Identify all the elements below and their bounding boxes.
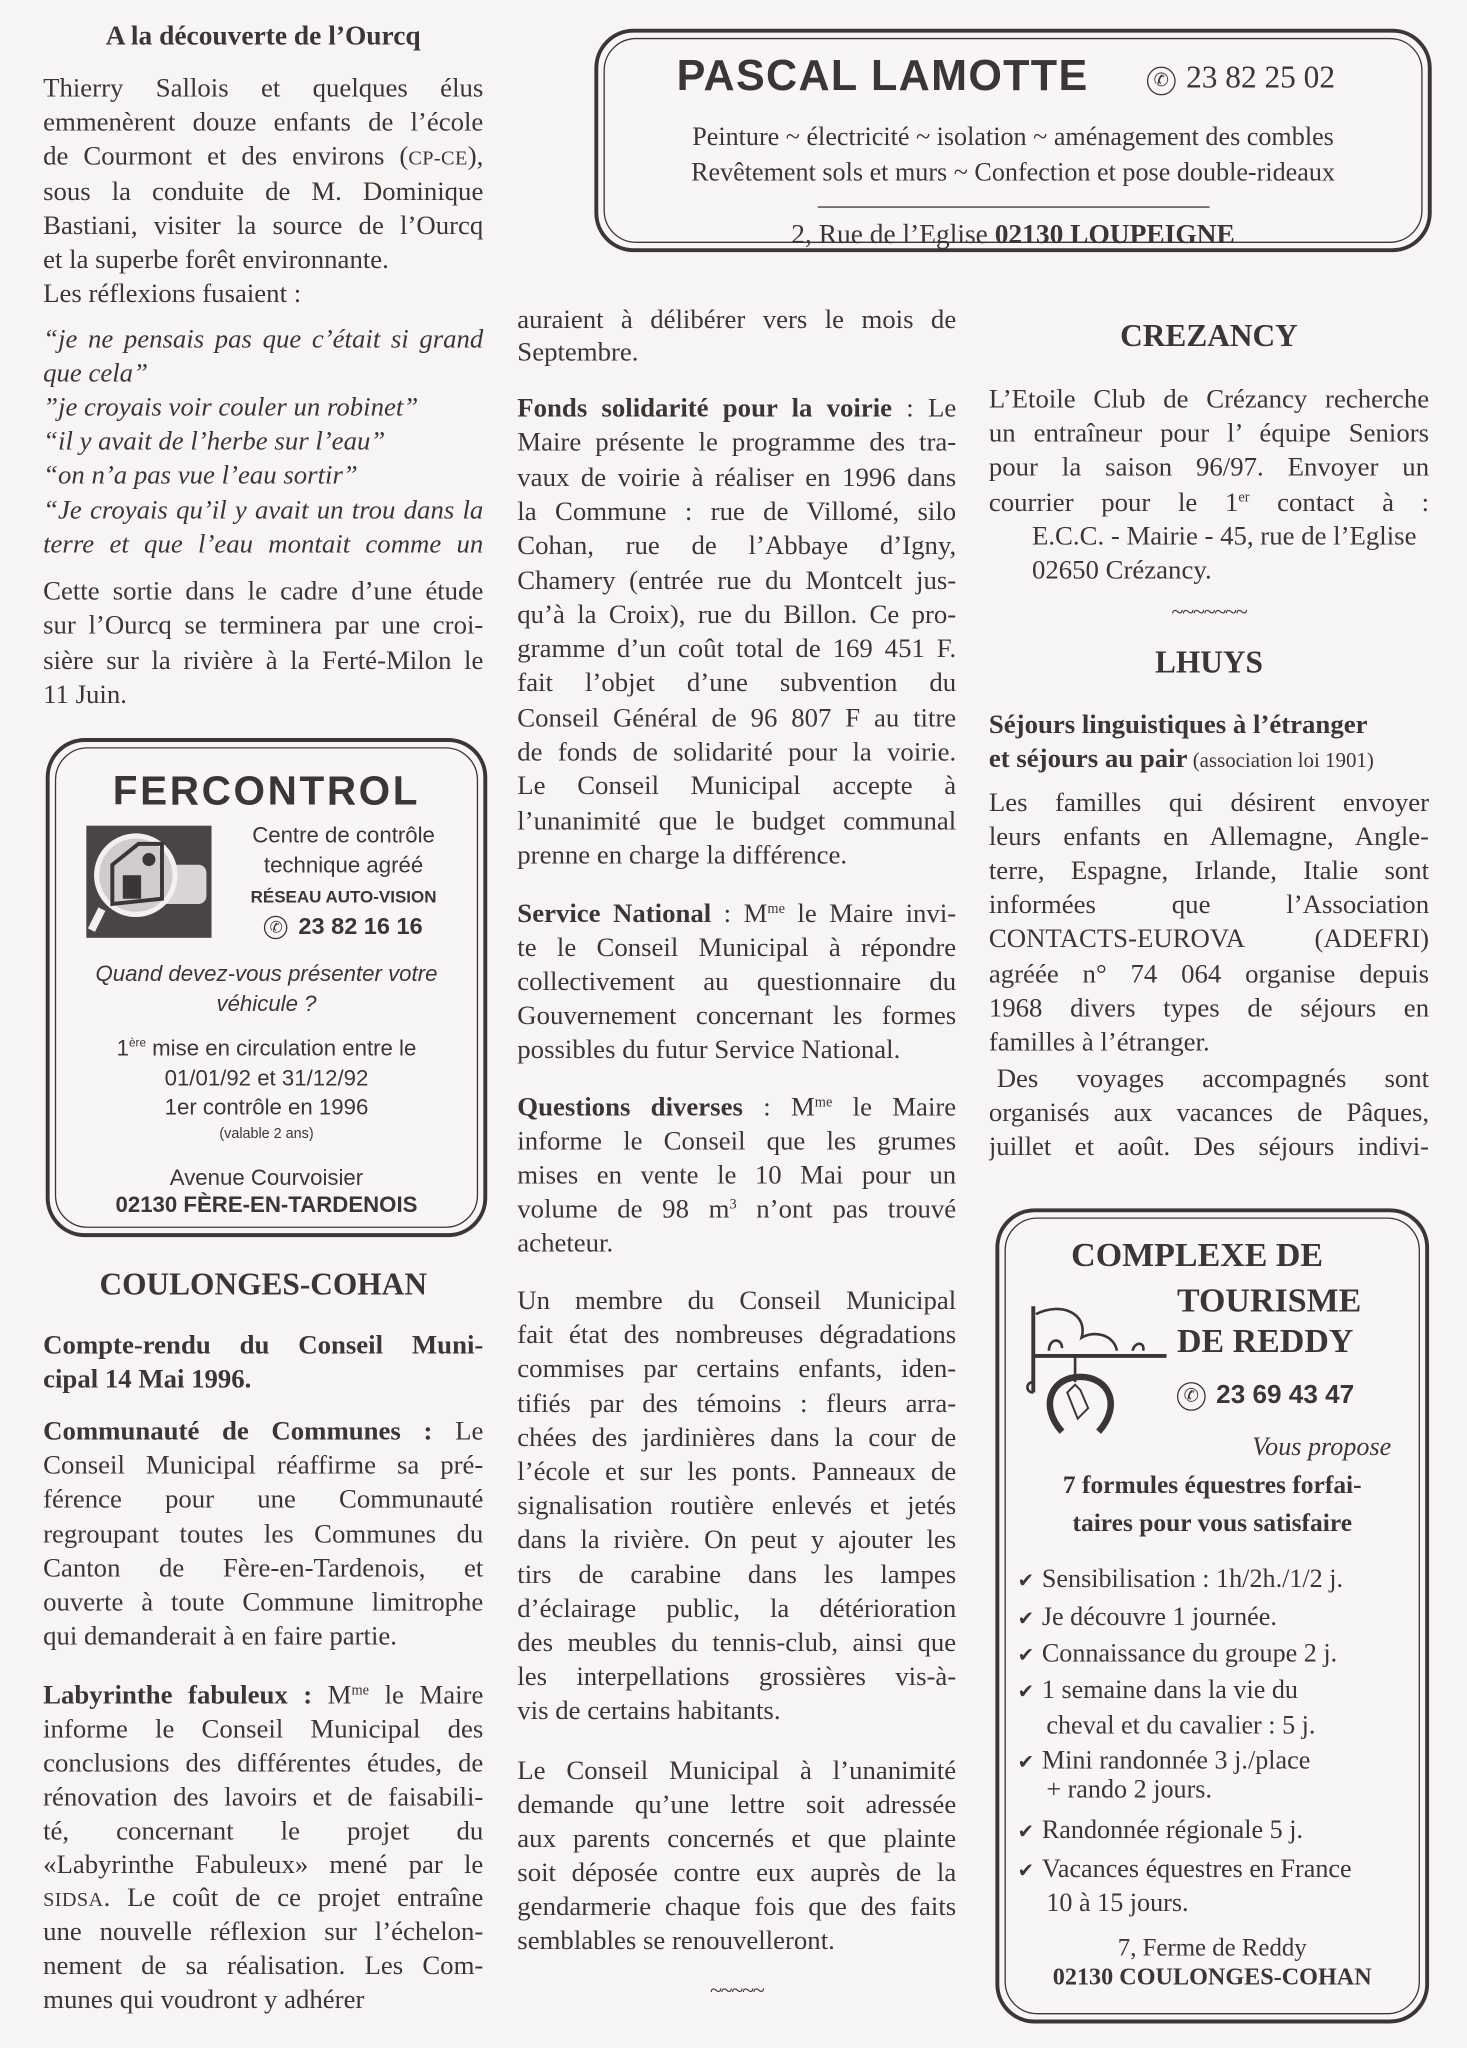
- text-segment: Le: [432, 1417, 484, 1447]
- text-segment: er: [1238, 489, 1250, 506]
- ad-fercontrol: [46, 738, 488, 1237]
- text-line: [43, 1882, 483, 1916]
- text-line: juillet et août. Des séjours indivi-: [988, 1132, 1430, 1162]
- formula-label: 1 semaine dans la vie du: [1041, 1675, 1298, 1705]
- text-line: qu’à la Croix), rue du Billon. Ce pro-: [517, 600, 957, 630]
- text-line: “je ne pensais pas que c’était si grand: [43, 325, 484, 355]
- text-segment: M: [312, 1681, 352, 1710]
- phone-icon: ✆: [1177, 1382, 1206, 1411]
- ad-offer: 7 formules équestres forfai-: [1062, 1472, 1362, 1500]
- text-line: informe le Conseil Municipal des: [43, 1715, 484, 1744]
- ad-dates: 01/01/92 et 31/12/92: [164, 1065, 369, 1091]
- ad-street: Avenue Courvoisier: [169, 1165, 364, 1191]
- section-heading-coulonges-cohan: COULONGES-COHAN: [99, 1268, 427, 1303]
- text-line: Des voyages accompagnés sont: [996, 1064, 1430, 1094]
- checkmark-icon: ✔: [1017, 1606, 1035, 1631]
- text-line: semblables se renouvelleront.: [517, 1926, 835, 1956]
- text-line: Un membre du Conseil Municipal: [517, 1286, 957, 1316]
- text-line: Gouvernement concernant les formes: [517, 1001, 957, 1031]
- text-line: «Labyrinthe Fabuleux» mené par le: [43, 1850, 484, 1880]
- run-in-heading: Questions diverses: [517, 1093, 743, 1123]
- text-line: chées des jardinières dans la cour de: [517, 1423, 957, 1453]
- text-segment: CP-CE: [408, 148, 468, 171]
- text-segment: le Maire: [832, 1093, 957, 1123]
- text-line: les interpellations grossières vis-à-: [517, 1663, 957, 1692]
- text-line: commises par certains enfants, iden-: [517, 1355, 957, 1384]
- text-line: des meubles du tennis-club, ainsi que: [517, 1628, 957, 1658]
- text-line: [43, 1415, 483, 1449]
- formula-item-continuation: [1046, 1775, 1212, 1805]
- ad-network: RÉSEAU AUTO-VISION: [250, 886, 437, 907]
- section-heading-crezancy: CREZANCY: [1120, 320, 1298, 355]
- run-in-heading: Séjours linguistiques à l’étranger: [988, 710, 1368, 740]
- phone-number: 23 69 43 47: [1216, 1380, 1355, 1410]
- ad-title: TOURISME: [1176, 1281, 1362, 1320]
- text-line: leurs enfants en Allemagne, Angle-: [988, 823, 1430, 852]
- ad-first-control: 1er contrôle en 1996: [164, 1094, 369, 1120]
- end-separator: ~~~~~: [709, 1977, 764, 2003]
- ad-complexe-reddy: [995, 1208, 1429, 2023]
- ad-phone: [1147, 61, 1335, 96]
- superscript: ère: [128, 1035, 146, 1049]
- text-line: Conseil Général de 96 807 F au titre: [517, 703, 957, 733]
- checkmark-icon: ✔: [1017, 1568, 1035, 1593]
- text-line: mises en vente le 10 Mai pour un: [517, 1161, 957, 1191]
- phone-icon: ✆: [264, 916, 288, 940]
- text-line: tirs de carabine dans les lampes: [517, 1560, 957, 1590]
- text-line: regroupant toutes les Communes du: [43, 1520, 484, 1549]
- separator: ~~~~~~~: [1171, 599, 1247, 625]
- text-line: fait l’objet d’une subvention du: [517, 669, 957, 699]
- text-line: munes qui voudront y adhérer: [43, 1985, 365, 2015]
- formula-label: cheval et du cavalier : 5 j.: [1046, 1711, 1316, 1740]
- text: 1: [116, 1035, 129, 1061]
- text-segment: courrier pour le 1: [988, 488, 1239, 517]
- ad-validity: (valable 2 ans): [219, 1126, 314, 1142]
- ad-pascal-lamotte: [594, 29, 1431, 252]
- text-line: ”je croyais voir couler un robinet”: [43, 393, 419, 423]
- text-segment: (association loi 1901): [1187, 749, 1374, 773]
- text-line: ouverte à toute Commune limitrophe: [43, 1588, 484, 1618]
- ad-description: Centre de contrôle: [252, 822, 435, 848]
- text-segment: : Le: [892, 394, 957, 424]
- text-segment: me: [767, 901, 785, 918]
- text-segment: de Courmont et des environs (: [43, 142, 409, 172]
- article-title-ourcq: A la découverte de l’Ourcq: [105, 19, 421, 51]
- ad-services-line: Revêtement sols et murs ~ Confection et pose double-rideaux: [691, 158, 1335, 187]
- formula-label: Je découvre 1 journée.: [1041, 1602, 1277, 1632]
- text-line: [989, 485, 1429, 519]
- checkmark-icon: ✔: [1017, 1750, 1035, 1774]
- text-line: [43, 140, 483, 174]
- run-in-heading: et séjours au pair: [988, 744, 1188, 774]
- text-segment: le Maire: [369, 1681, 484, 1710]
- text-line: Cette sortie dans le cadre d’une étude: [43, 577, 484, 607]
- text-line: [517, 1091, 956, 1125]
- text-line: Les réflexions fusaient :: [43, 279, 302, 309]
- text-line: [43, 1679, 483, 1713]
- text-line: aux parents concernés et que plainte: [517, 1824, 957, 1854]
- text-line: Le Conseil Municipal à l’unanimité: [517, 1756, 957, 1786]
- text-segment: n’ont pas trouvé: [736, 1195, 957, 1225]
- formula-label: Randonnée régionale 5 j.: [1041, 1815, 1304, 1845]
- text-line: nement de sa réalisation. Les Com-: [43, 1951, 484, 1981]
- formula-item: [1018, 1603, 1277, 1633]
- text-line: té, concernant le projet du: [43, 1816, 484, 1846]
- address-street: 2, Rue de l’Eglise: [791, 218, 988, 250]
- text-line: soit déposée contre eux auprès de la: [517, 1858, 957, 1888]
- text-line: conclusions des différentes études, de: [43, 1748, 484, 1778]
- formula-label: Mini randonnée 3 j./place: [1041, 1746, 1311, 1776]
- phone-icon: ✆: [1147, 67, 1176, 96]
- text-line: terre et que l’eau montait comme un: [43, 529, 484, 559]
- ad-offer: taires pour vous satisfaire: [1072, 1510, 1353, 1538]
- formula-item-continuation: [1046, 1711, 1315, 1741]
- text-segment: 3: [729, 1196, 737, 1213]
- phone-number: 23 82 25 02: [1186, 61, 1336, 96]
- text-line: prenne en charge la différence.: [517, 841, 848, 870]
- ad-address: [637, 218, 1388, 251]
- formula-item-continuation: [1046, 1889, 1188, 1919]
- formula-label: Vacances équestres en France: [1041, 1854, 1352, 1884]
- formula-item: [1018, 1816, 1303, 1846]
- text-line: 11 Juin.: [43, 680, 127, 710]
- ad-phone: [1177, 1381, 1354, 1411]
- text-line: de fonds de solidarité pour la voirie.: [517, 738, 957, 767]
- text-line: informées que l’Association: [988, 891, 1430, 921]
- text-line: dans la rivière. On peut y ajouter les: [517, 1526, 957, 1556]
- text-line: Canton de Fère-en-Tardenois, et: [43, 1554, 484, 1583]
- text-line: qui demanderait à en faire partie.: [43, 1622, 398, 1652]
- ad-services-line: Peinture ~ électricité ~ isolation ~ aménagement des combles: [692, 122, 1334, 152]
- text-line: tifiés par des témoins : fleurs arra-: [517, 1389, 957, 1419]
- ad-city: 02130 FÈRE-EN-TARDENOIS: [115, 1192, 418, 1218]
- ad-tagline: Vous propose: [1252, 1433, 1392, 1462]
- run-in-heading: Labyrinthe fabuleux :: [43, 1681, 313, 1710]
- text-line: [989, 742, 1429, 776]
- formula-item: [1018, 1565, 1343, 1595]
- text-line: [517, 1193, 956, 1227]
- formula-item: [1018, 1855, 1352, 1885]
- formula-label: + rando 2 jours.: [1046, 1775, 1213, 1805]
- text-line: “on n’a pas vue l’eau sortir”: [43, 461, 358, 491]
- text-segment: . Le coût de ce projet entraîne: [103, 1884, 484, 1913]
- text-line: Cohan, rue de l’Abbaye d’Igny,: [517, 531, 957, 561]
- formula-label: Connaissance du groupe 2 j.: [1041, 1639, 1338, 1669]
- text-line: agréée n° 74 064 organise depuis: [988, 959, 1430, 989]
- text-line: fait état des nombreuses dégradations: [517, 1320, 957, 1350]
- text: mise en circulation entre le: [145, 1035, 417, 1061]
- ad-question: véhicule ?: [216, 991, 317, 1017]
- text-line: que cela”: [43, 359, 148, 389]
- divider: [818, 206, 1210, 207]
- text-line: sière sur la rivière à la Ferté-Milon le: [43, 646, 484, 675]
- ad-business-name: FERCONTROL: [112, 768, 421, 814]
- text-line: Chamery (entrée rue du Montcelt jus-: [517, 566, 957, 596]
- text-line: terre, Espagne, Irlande, Italie sont: [988, 857, 1430, 886]
- text-line: une nouvelle réflexion sur l’échelon-: [43, 1918, 484, 1947]
- text-segment: contact à :: [1249, 488, 1430, 517]
- text-segment: le Maire invi-: [784, 900, 957, 929]
- text-segment: volume de 98 m: [517, 1195, 730, 1225]
- text-line: “il y avait de l’herbe sur l’eau”: [43, 427, 386, 457]
- formula-item: [1018, 1747, 1311, 1777]
- formula-item: [1018, 1676, 1298, 1706]
- text-line: un entraîneur pour l’ équipe Seniors: [988, 419, 1430, 449]
- text-line: auraient à délibérer vers le mois de: [517, 305, 957, 335]
- text-line: L’Etoile Club de Crézancy recherche: [988, 385, 1430, 415]
- text-line: “Je croyais qu’il y avait un trou dans la: [43, 495, 484, 525]
- magnifier-car-logo-icon: [86, 826, 211, 938]
- text-line: possibles du futur Service National.: [517, 1035, 901, 1065]
- text-line: rénovation des lavoirs et de faisabili-: [43, 1782, 484, 1812]
- phone-number: 23 82 16 16: [298, 913, 423, 940]
- text-line: Le Conseil Municipal accepte à: [517, 772, 957, 802]
- address-city: 02130 LOUPEIGNE: [994, 218, 1235, 250]
- text-line: pour la saison 96/97. Envoyer un: [988, 453, 1430, 483]
- text-line: [989, 708, 1429, 742]
- text-line: te le Conseil Municipal à répondre: [517, 934, 957, 963]
- text-line: organisés aux vacances de Pâques,: [988, 1098, 1430, 1128]
- run-in-heading: Fonds solidarité pour la voirie: [517, 394, 893, 424]
- text-line: 1968 divers types de séjours en: [988, 993, 1430, 1023]
- ad-title: COMPLEXE DE: [1071, 1235, 1324, 1274]
- text-line: sur l’Ourcq se terminera par une croi-: [43, 611, 484, 641]
- text-line: vaux de voirie à réaliser en 1996 dans: [517, 463, 957, 492]
- checkmark-icon: ✔: [1017, 1858, 1035, 1883]
- text-line: Les familles qui désirent envoyer: [988, 789, 1430, 818]
- text-line: l’unanimité que le budget communal: [517, 806, 957, 836]
- text-line: Bastiani, visiter la source de l’Ourcq: [43, 211, 484, 241]
- text-line: Compte-rendu du Conseil Muni-: [43, 1331, 484, 1360]
- ad-city: 02130 COULONGES-COHAN: [1052, 1964, 1372, 1991]
- text-line: familles à l’étranger.: [988, 1027, 1210, 1057]
- text-segment: me: [351, 1682, 370, 1699]
- ad-first-registration: [50, 1036, 484, 1062]
- text-line: l’école et sur les ponts. Panneaux de: [517, 1457, 957, 1487]
- run-in-heading: Service National: [517, 900, 712, 929]
- text-line: 02650 Crézancy.: [1031, 556, 1212, 586]
- text-segment: ),: [467, 142, 484, 172]
- ad-business-name: PASCAL LAMOTTE: [676, 50, 1089, 100]
- formula-item: [1018, 1639, 1338, 1669]
- text-line: E.C.C. - Mairie - 45, rue de l’Eglise: [1031, 522, 1417, 551]
- text-line: la Commune : rue de Villomé, silo: [517, 497, 957, 527]
- text-segment: me: [814, 1094, 833, 1111]
- text-line: gendarmerie chaque fois que des faits: [517, 1892, 957, 1922]
- text-line: informe le Conseil que les grumes: [517, 1127, 957, 1157]
- text-line: [517, 392, 956, 426]
- text-line: gramme d’un coût total de 169 451 F.: [517, 634, 957, 664]
- checkmark-icon: ✔: [1017, 1679, 1035, 1704]
- text-segment: SIDSA: [43, 1889, 104, 1912]
- text-line: Septembre.: [517, 338, 639, 368]
- text-line: vis de certains habitants.: [517, 1697, 781, 1727]
- text-line: d’éclairage public, la détérioration: [517, 1594, 957, 1624]
- text-line: signalisation routière enlevés et jetés: [517, 1492, 957, 1521]
- text-line: Conseil Municipal réaffirme sa pré-: [43, 1451, 484, 1481]
- text-segment: : M: [742, 1093, 815, 1123]
- ad-question: Quand devez-vous présenter votre: [95, 961, 438, 987]
- hanging-sign-horseshoe-icon: [1023, 1301, 1169, 1439]
- text-line: collectivement au questionnaire du: [517, 967, 957, 997]
- text-line: sous la conduite de M. Dominique: [43, 177, 484, 206]
- ad-phone: [219, 913, 467, 940]
- text-line: CONTACTS-EUROVA (ADEFRI): [988, 925, 1430, 955]
- ad-title: DE REDDY: [1176, 1321, 1354, 1360]
- formula-label: Sensibilisation : 1h/2h./1/2 j.: [1041, 1564, 1344, 1594]
- text-line: [517, 897, 956, 931]
- ad-address: 7, Ferme de Reddy: [1117, 1934, 1307, 1963]
- text-segment: : M: [711, 900, 768, 929]
- checkmark-icon: ✔: [1017, 1819, 1035, 1844]
- text-line: Maire présente le programme des tra-: [517, 428, 957, 458]
- text-line: acheteur.: [517, 1229, 614, 1258]
- section-heading-lhuys: LHUYS: [1154, 646, 1263, 681]
- text-line: demande qu’une lettre soit adressée: [517, 1790, 957, 1820]
- run-in-heading: Communauté de Communes :: [43, 1417, 433, 1447]
- text-line: emmenèrent douze enfants de l’école: [43, 108, 484, 138]
- text-line: et la superbe forêt environnante.: [43, 245, 389, 275]
- formula-label: 10 à 15 jours.: [1046, 1888, 1189, 1918]
- text-line: férence pour une Communauté: [43, 1485, 484, 1515]
- text-line: cipal 14 Mai 1996.: [43, 1365, 252, 1394]
- text-line: Thierry Sallois et quelques élus: [43, 74, 484, 104]
- ad-description: technique agréé: [263, 853, 424, 878]
- checkmark-icon: ✔: [1017, 1643, 1035, 1667]
